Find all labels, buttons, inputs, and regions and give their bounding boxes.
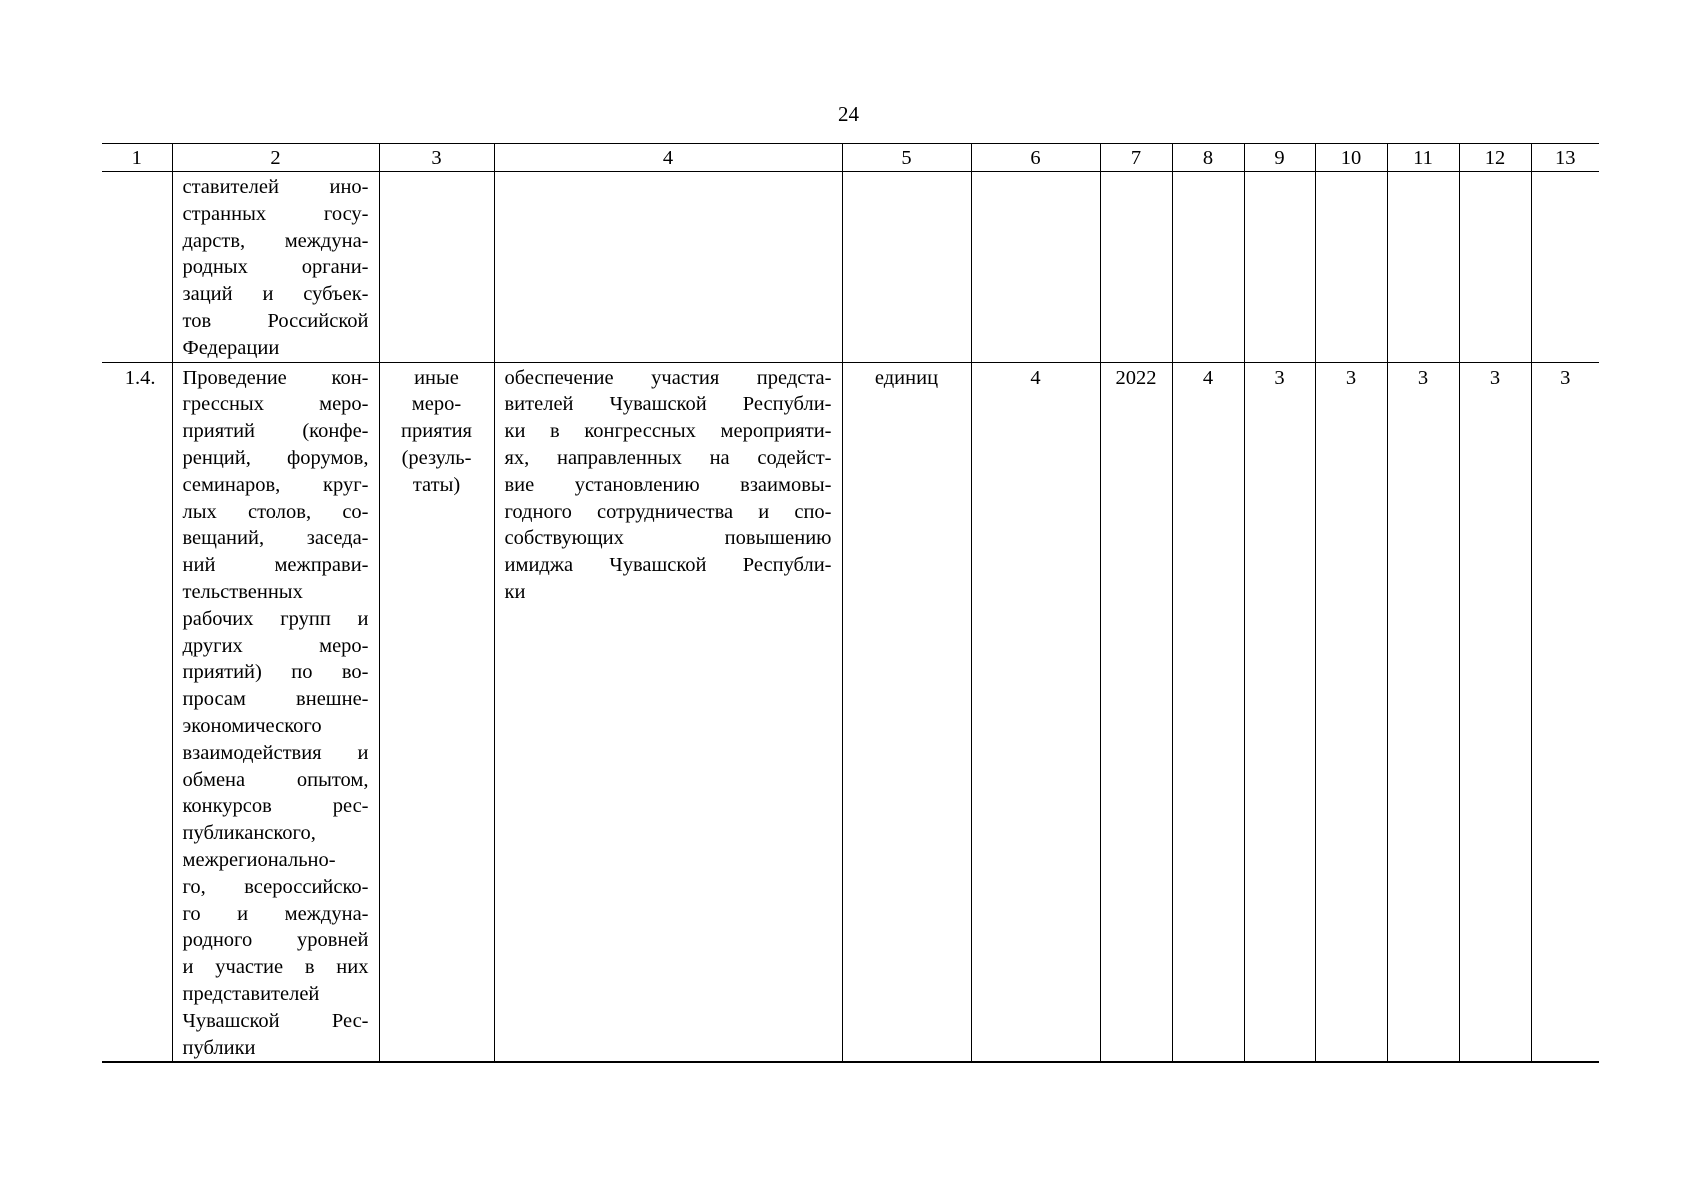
text-line: других меро-	[182, 634, 369, 657]
column-number-11: 11	[1387, 144, 1459, 172]
text-line: межрегионально-	[182, 848, 336, 871]
column-number-8: 8	[1172, 144, 1244, 172]
text-line: приятий (конфе-	[182, 420, 369, 443]
value-cell: 3	[1315, 362, 1387, 1062]
text-line: просам внешне-	[182, 688, 369, 711]
page-number: 24	[838, 102, 859, 126]
table-row-1-4	[102, 362, 1599, 1062]
value-cell: 4	[1172, 362, 1244, 1062]
text-line: публиканского,	[182, 822, 316, 845]
text-line: иные	[414, 366, 459, 389]
text-line: Федерации	[182, 336, 280, 359]
text-line: и участие в них	[182, 956, 369, 979]
text-line: годного сотрудничества и спо-	[504, 500, 832, 523]
base-value-cell: 4	[971, 362, 1100, 1062]
text-line: вещаний, заседа-	[182, 527, 369, 550]
text-line: ний межправи-	[182, 554, 369, 577]
text-line: дарств, междуна-	[182, 229, 369, 252]
column-number-9: 9	[1244, 144, 1315, 172]
text-line: странных госу-	[182, 202, 369, 225]
result-description-cell	[494, 362, 842, 1062]
text-line: обмена опытом,	[182, 768, 369, 791]
text-line: обеспечение участия предста-	[504, 366, 832, 389]
value-cell	[1315, 172, 1387, 363]
year-cell	[1100, 172, 1172, 363]
value-cell	[1172, 172, 1244, 363]
text-line: приятия	[401, 420, 472, 443]
text-line: представителей	[182, 982, 320, 1005]
value-cell: 3	[1387, 362, 1459, 1062]
value-cell	[1244, 172, 1315, 363]
value-cell	[1531, 172, 1599, 363]
column-number-3: 3	[379, 144, 494, 172]
column-number-6: 6	[971, 144, 1100, 172]
text-line: тельственных	[182, 580, 303, 603]
table-header-row	[102, 144, 1599, 172]
text-line: публики	[182, 1036, 256, 1059]
text-line: приятий) по во-	[182, 661, 369, 684]
event-name-cell	[172, 172, 379, 363]
text-line: Чувашской Рес-	[182, 1009, 369, 1032]
unit-cell	[842, 172, 971, 363]
text-line: (резуль-	[401, 446, 472, 469]
text-line: взаимодействия и	[182, 741, 369, 764]
event-name-cell	[172, 362, 379, 1062]
text-line: го и междуна-	[182, 902, 369, 925]
indicator-table	[102, 143, 1599, 1063]
table-row-continued	[102, 172, 1599, 363]
row-number-cell	[102, 172, 172, 363]
column-number-2: 2	[172, 144, 379, 172]
year-cell: 2022	[1100, 362, 1172, 1062]
text-line: родного уровней	[182, 929, 369, 952]
event-type-cell	[379, 362, 494, 1062]
value-cell: 3	[1459, 362, 1531, 1062]
text-line: меро-	[411, 393, 462, 416]
value-cell: 3	[1244, 362, 1315, 1062]
text-line: собствующих повышению	[504, 527, 832, 550]
text-line: лых столов, со-	[182, 500, 369, 523]
base-value-cell	[971, 172, 1100, 363]
column-number-4: 4	[494, 144, 842, 172]
value-cell: 3	[1531, 362, 1599, 1062]
text-line: ки	[504, 580, 526, 603]
text-line: ренций, форумов,	[182, 446, 369, 469]
column-number-12: 12	[1459, 144, 1531, 172]
text-line: родных органи-	[182, 256, 369, 279]
result-description-cell	[494, 172, 842, 363]
text-line: тов Российской	[182, 309, 369, 332]
column-number-5: 5	[842, 144, 971, 172]
column-number-10: 10	[1315, 144, 1387, 172]
text-line: конкурсов рес-	[182, 795, 369, 818]
text-line: грессных меро-	[182, 393, 369, 416]
text-line: вие установлению взаимовы-	[504, 473, 832, 496]
unit-cell: единиц	[842, 362, 971, 1062]
text-line: ки в конгрессных мероприяти-	[504, 420, 832, 443]
text-line: Проведение кон-	[182, 366, 369, 389]
text-line: экономического	[182, 714, 322, 737]
column-number-13: 13	[1531, 144, 1599, 172]
value-cell	[1387, 172, 1459, 363]
event-type-cell	[379, 172, 494, 363]
text-line: вителей Чувашской Республи-	[504, 393, 832, 416]
text-line: ставителей ино-	[182, 176, 369, 198]
text-line: го, всероссийско-	[182, 875, 369, 898]
text-line: заций и субъек-	[182, 283, 369, 306]
text-line: таты)	[412, 473, 461, 496]
text-line: имиджа Чувашской Республи-	[504, 554, 832, 577]
text-line: рабочих групп и	[182, 607, 369, 630]
row-number-cell: 1.4.	[102, 362, 172, 1062]
text-line: ях, направленных на содейст-	[504, 446, 832, 469]
column-number-7: 7	[1100, 144, 1172, 172]
text-line: семинаров, круг-	[182, 473, 369, 496]
value-cell	[1459, 172, 1531, 363]
column-number-1: 1	[102, 144, 172, 172]
